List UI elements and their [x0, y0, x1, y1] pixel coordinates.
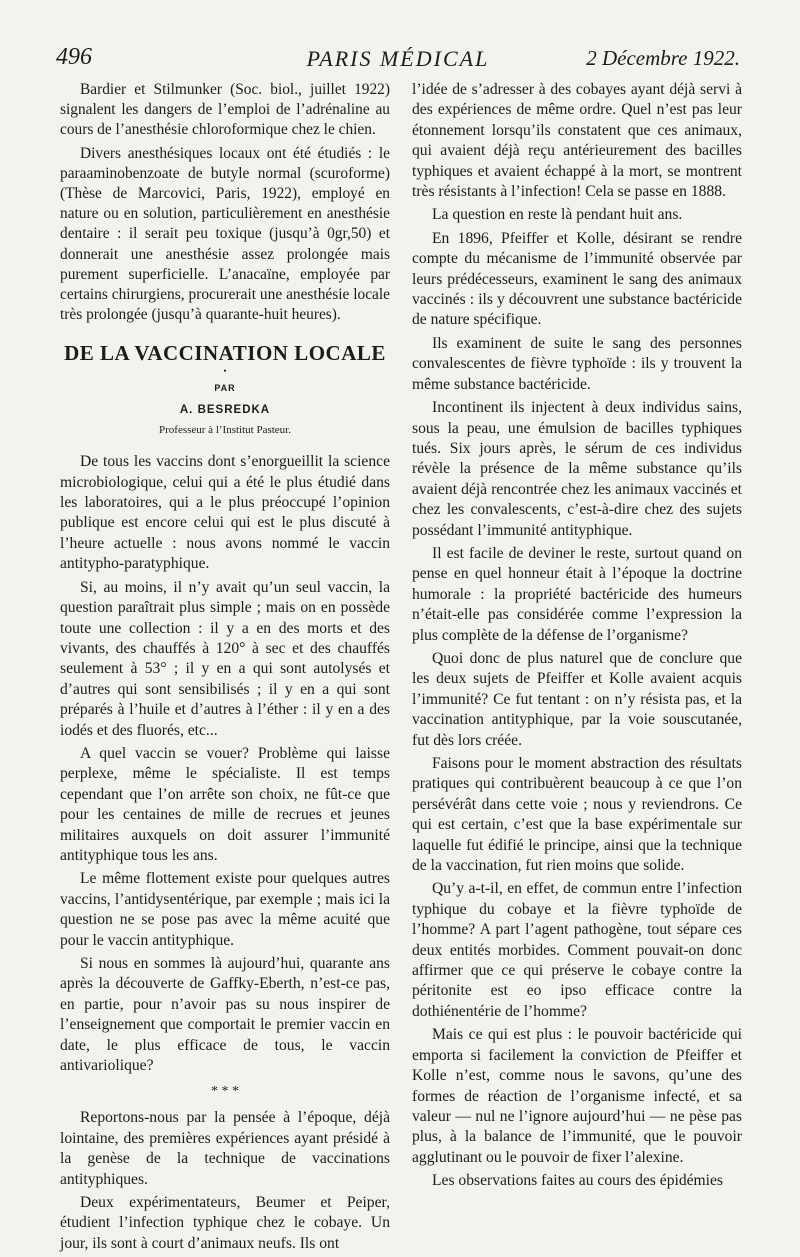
article-title: DE LA VACCINATION LOCALE [64, 341, 386, 366]
page-number: 496 [56, 44, 92, 70]
right-column [412, 80, 742, 1195]
paragraph: De tous les vaccins dont s’enorgueillit la science microbiologique, celui qui a été le plus étudié dans les laboratoires, qui a le plus préoccupé l’opinion publique est encore celui qui est le plus discuté à l’heure actuelle : nous avons nommé le vaccin antitypho-paratyphique. [60, 453, 390, 573]
paragraph: Il est facile de deviner le reste, surtout quand on pense en quel honneur était à l’époque la doctrine humorale : la propriété bactéricide des humeurs n’était-elle pas considérée comme l’expression la plus complète de la défense de l’organisme? [412, 544, 742, 644]
page-header [56, 44, 740, 78]
paragraph: Si, au moins, il n’y avait qu’un seul vaccin, la question paraîtrait plus simple ; mais on en possède toute une collection : il y a en des morts et des vivants, des chauffés à 120° à sec et des chauffés seulement à 53° ; il y en a qui sont autolysés et d’autres qui sont sensibilisés ; il y en a qui sont préparés à l’huile et d’autres à l’éther : il y en a des iodés et des fluorés, etc... [60, 578, 390, 739]
section-separator: * * * [211, 1084, 239, 1100]
author-affiliation: Professeur à l’Institut Pasteur. [159, 424, 291, 437]
article-author: A. BESREDKA [179, 403, 271, 416]
paragraph: Bardier et Stilmunker (Soc. biol., juillet 1922) signalent les dangers de l’emploi de l’adrénaline au cours de l’anesthésie chloroformique chez le chien. [60, 81, 390, 139]
paragraph: Ils examinent de suite le sang des personnes convalescentes de fièvre typhoïde : ils y trouvent la même substance bactéricide. [412, 334, 742, 393]
paragraph: Divers anesthésiques locaux ont été étudiés : le paraaminobenzoate de butyle normal (scuroforme) (Thèse de Marcovici, Paris, 1922), employé en nature ou en solution, particulièrement en anesthésie dentaire : il serait peu toxique (jusqu’à 0gr,50) et donnerait une anesthésie assez prolongée mais purement superficielle. L’anacaïne, employée par certains chirurgiens, procurerait une anesthésie locale très prolongée (jusqu’à quarante-huit heures). [60, 144, 390, 324]
left-column [60, 80, 390, 1257]
paragraph: Reportons-nous par la pensée à l’époque, déjà lointaine, des premières expériences ayant présidé à la genèse de la technique de vaccinations antityphiques. [60, 1109, 390, 1188]
paragraph: Qu’y a-t-il, en effet, de commun entre l’infection typhique du cobaye et la fièvre typhoïde de l’homme? A part l’agent pathogène, tout sépare ces deux entités morbides. Comment pouvait-on donc affirmer que ce qui préserve le cobaye contre la péritonite est eo ipso efficace contre la dothiénentérie de l’homme? [412, 880, 742, 1020]
paragraph: Faisons pour le moment abstraction des résultats pratiques qui contribuèrent beaucoup à ce que l’on persévérât dans cette voie ; nous y reviendrons. Ce qui est certain, c’est que la base expérimentale sur laquelle fut édifié le principe, ainsi que la technique de la vaccination, fut rien moins que solide. [412, 755, 742, 875]
paragraph: A quel vaccin se vouer? Problème qui laisse perplexe, même le spécialiste. Il est temps cependant que l’on arrête son choix, ne fût-ce que pour les centaines de mille de recrues et jeunes militaires auxquels on doit assurer l’immunité antityphique tous les ans. [60, 744, 390, 864]
paragraph: Mais ce qui est plus : le pouvoir bactéricide qui emporta si facilement la conviction de Pfeiffer et Kolle n’est, comme nous le savons, qu’une des formes de réaction de l’organisme infecté, et sa valeur — nul ne l’ignore aujourd’hui — ne pèse pas plus, à la balance de l’immunité, que le pouvoir agglutinant ou le pouvoir de fixer l’alexine. [412, 1026, 742, 1166]
issue-date: 2 Décembre 1922. [586, 46, 740, 70]
paragraph: Incontinent ils injectent à deux individus sains, sous la peau, une émulsion de bacilles typhiques tués. Six jours après, le sérum de ces individus révèle la présence de la même substance qu’ils avaient déjà rencontrée chez les animaux vaccinés et chez les convalescents, c’est-à-dire chez des sujets possédant l’immunité antityphique. [412, 399, 742, 539]
journal-title: PARIS MÉDICAL [306, 46, 490, 71]
paragraph: Quoi donc de plus naturel que de conclure que les deux sujets de Pfeiffer et Kolle avaient acquis l’immunité? Ce fut tentant : on n’y résista pas, et la vaccination antityphique, par la voie souscutanée, fut dès lors créée. [412, 649, 742, 749]
paragraph: Les observations faites au cours des épidémies [432, 1172, 723, 1190]
title-ornament: • [223, 365, 227, 376]
paragraph: Le même flottement existe pour quelques autres vaccins, l’antidysentérique, par exemple ; mais ici la question ne se pose pas avec la même acuité que pour le vaccin antityphique. [60, 870, 390, 949]
paragraph: Deux expérimentateurs, Beumer et Peiper, étudient l’infection typhique chez le cobaye. Un jour, ils sont à court d’animaux neufs. Ils ont [60, 1194, 390, 1252]
paragraph: La question en reste là pendant huit ans. [432, 206, 683, 224]
byline-par: PAR [214, 382, 236, 393]
paragraph: Si nous en sommes là aujourd’hui, quarante ans après la découverte de Gaffky-Eberth, n’est-ce pas, en partie, pour n’avoir pas su nous inspirer de l’enseignement que comportait le premier vaccin en date, le plus efficace de tous, le vaccin antivariolique? [60, 955, 390, 1075]
paragraph: En 1896, Pfeiffer et Kolle, désirant se rendre compte du mécanisme de l’immunité observée par leurs prédécesseurs, examinent le sang des animaux vaccinés : ils y découvrent une substance bactéricide de nature spécifique. [412, 229, 742, 329]
paragraph: l’idée de s’adresser à des cobayes ayant déjà servi à des expériences de même ordre. Quel n’est pas leur étonnement lorsqu’ils constatent que ces animaux, qui avaient déjà reçu antérieurement des bacilles typhiques et avaient échappé à la mort, se montrent très résistants à l’infection! Cela se passe en 1888. [412, 81, 742, 201]
